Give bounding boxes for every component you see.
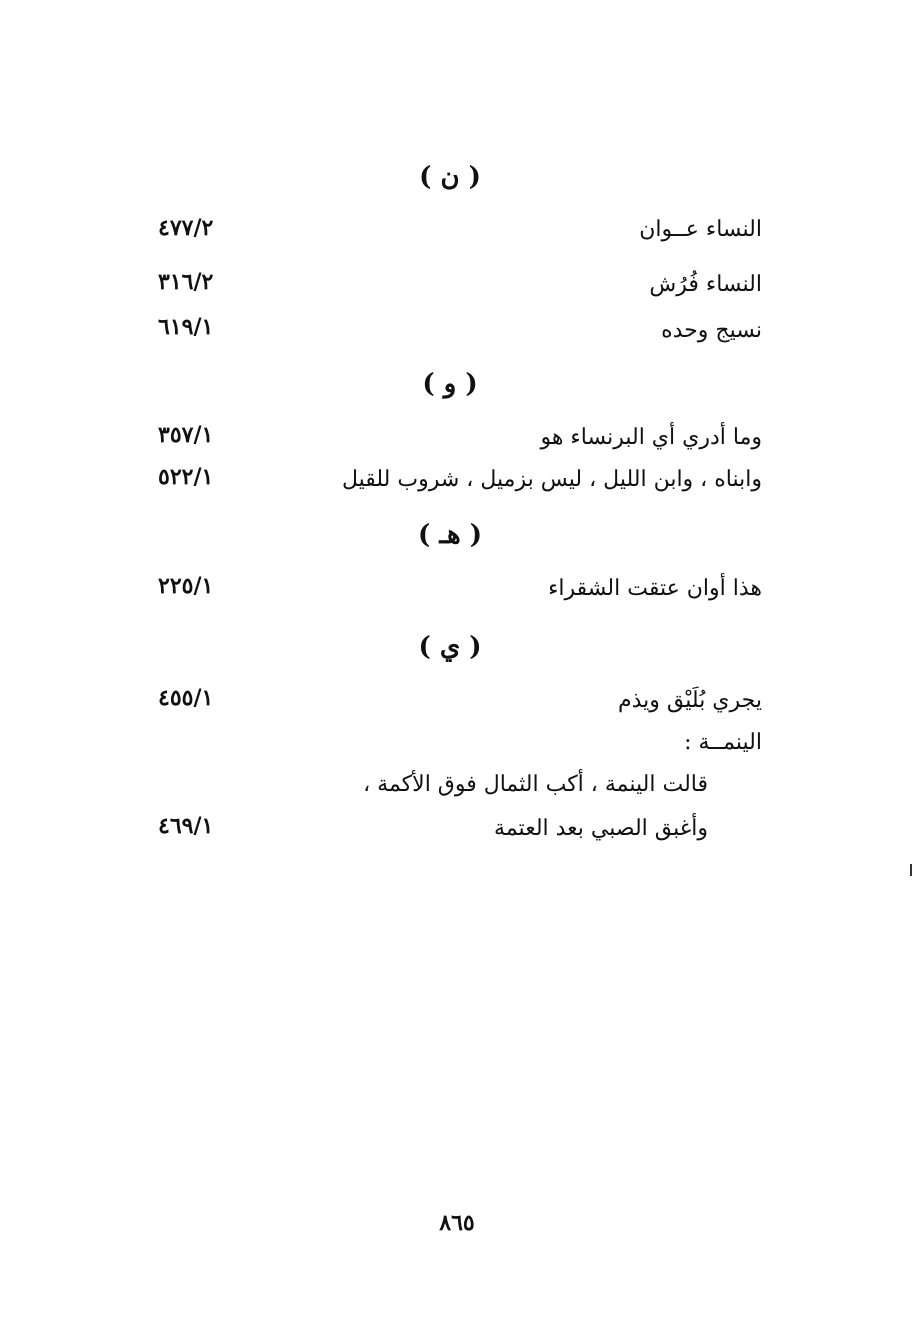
- scan-edge-mark: [910, 864, 912, 876]
- entry-text: يجري بُلَيْق ويذم: [618, 688, 762, 713]
- entry-text: هذا أوان عتقت الشقراء: [548, 576, 762, 601]
- entry-reference: ٢٢٥/١: [158, 573, 214, 599]
- entry-text: النساء عــوان: [639, 217, 762, 242]
- entry-text: وابناه ، وابن الليل ، ليس بزميل ، شروب للقيل: [341, 467, 762, 492]
- section-heading-ya: ( ي ): [418, 632, 482, 662]
- entry-subheading: الينمــة :: [684, 730, 762, 755]
- entry-text: نسيج وحده: [661, 318, 762, 343]
- page-number: ٨٦٥: [439, 1210, 475, 1236]
- entry-reference: ٤٥٥/١: [158, 685, 214, 711]
- entry-reference: ٣١٦/٢: [158, 269, 214, 295]
- entry-reference: ٥٢٢/١: [158, 464, 214, 490]
- verse-line: وأغبق الصبي بعد العتمة: [494, 816, 708, 841]
- entry-reference: ٦١٩/١: [158, 314, 214, 340]
- section-heading-ha: ( هـ ): [417, 520, 483, 550]
- section-heading-waw: ( و ): [422, 369, 478, 399]
- entry-reference: ٤٧٧/٢: [158, 215, 214, 241]
- entry-text: وما أدري أي البرنساء هو: [540, 425, 762, 450]
- entry-text: النساء فُرُش: [649, 272, 762, 297]
- entry-reference: ٤٦٩/١: [158, 813, 214, 839]
- verse-line: قالت الينمة ، أكب الثمال فوق الأكمة ،: [363, 772, 708, 797]
- section-heading-nun: ( ن ): [419, 162, 481, 192]
- entry-reference: ٣٥٧/١: [158, 422, 214, 448]
